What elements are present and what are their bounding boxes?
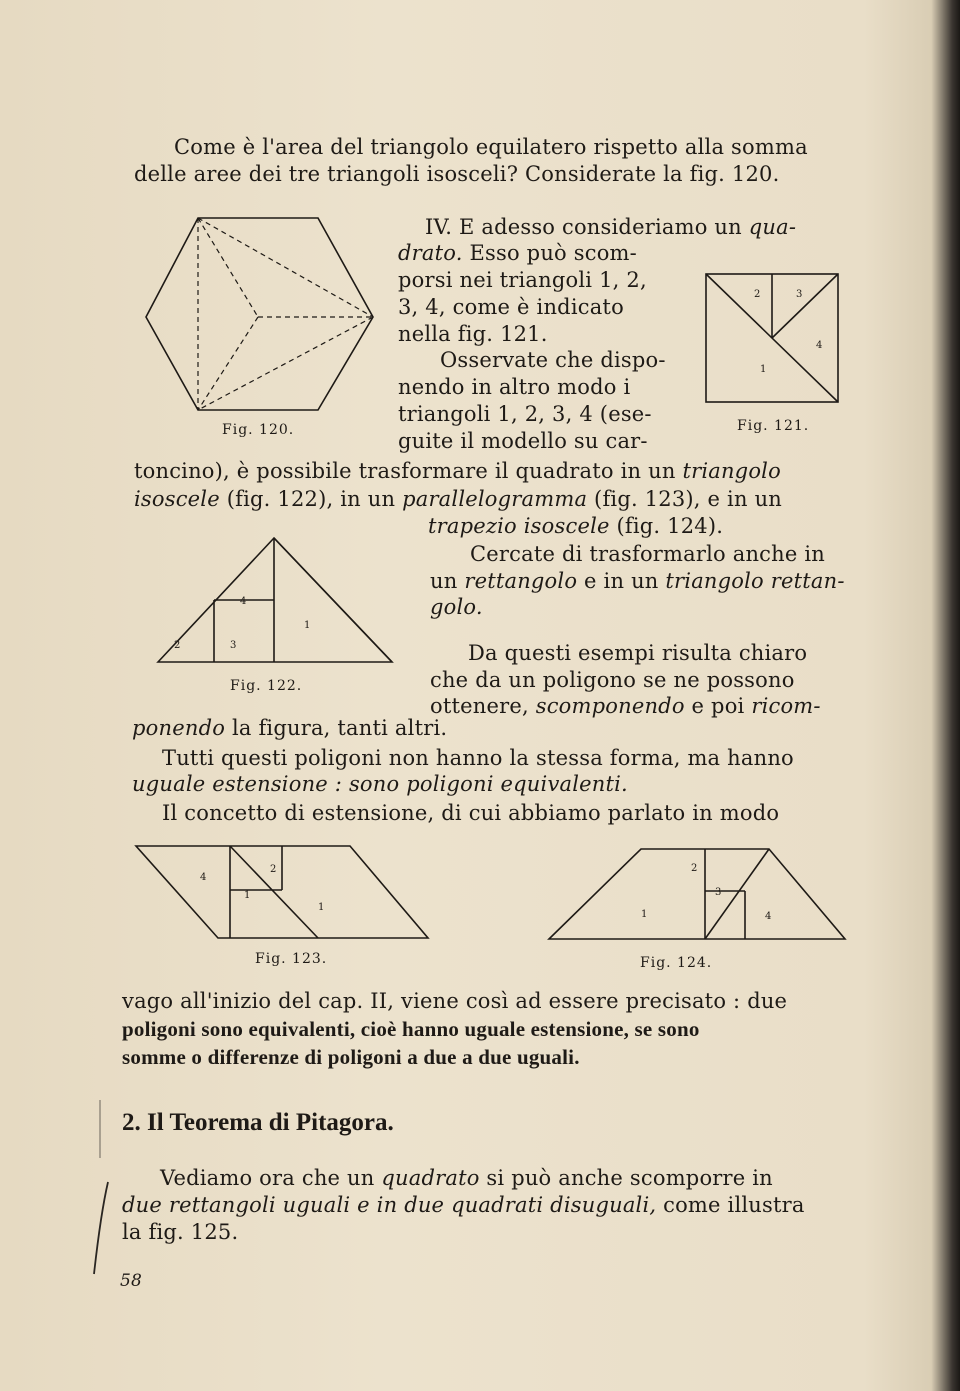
figure-123-parallelogram [132, 838, 432, 942]
text-line: Come è l'area del triangolo equilatero rispetto alla somma [174, 135, 808, 159]
text-line: golo. [430, 595, 483, 619]
text-line: uguale estensione : sono poligoni equivalenti. [132, 772, 628, 796]
figure-120-hexagon [140, 212, 375, 422]
figure-121-caption: Fig. 121. [737, 418, 810, 434]
text-line: IV. E adesso consideriamo un qua- [425, 215, 797, 239]
text-line: isoscele (fig. 122), in un parallelogramma (fig. 123), e in un [134, 487, 783, 511]
text-line: nendo in altro modo i [398, 375, 631, 399]
label-2: 2 [174, 640, 181, 651]
figure-124-trapezoid [547, 843, 847, 943]
text-line: ponendo la figura, tanti altri. [132, 716, 448, 740]
label-4: 4 [816, 340, 823, 351]
figure-123-caption: Fig. 123. [255, 951, 328, 967]
label-1: 1 [304, 620, 311, 631]
label-1: 1 [641, 909, 648, 920]
pencil-mark-decoration [86, 1098, 126, 1278]
text-line: trapezio isoscele (fig. 124). [428, 514, 724, 538]
figure-120-caption: Fig. 120. [222, 422, 295, 438]
label-3: 3 [796, 289, 803, 300]
label-3: 3 [230, 640, 237, 651]
figure-122-triangle [156, 534, 396, 666]
figure-122-caption: Fig. 122. [230, 678, 303, 694]
figure-121-square [704, 272, 840, 406]
text-line: delle aree dei tre triangoli isosceli? Considerate la fig. 120. [134, 162, 780, 186]
text-line: Vediamo ora che un quadrato si può anche scomporre in [160, 1166, 773, 1190]
text-line: nella fig. 121. [398, 322, 548, 346]
section-heading: 2. Il Teorema di Pitagora. [122, 1109, 394, 1136]
text-line: poligoni sono equivalenti, cioè hanno uguale estensione, se sono [122, 1017, 700, 1041]
text-line: triangoli 1, 2, 3, 4 (ese- [398, 402, 652, 426]
label-2: 2 [270, 864, 277, 875]
label-2: 2 [691, 863, 698, 874]
text-line: la fig. 125. [122, 1220, 239, 1244]
label-2: 2 [754, 289, 761, 300]
label-4: 4 [240, 596, 247, 607]
text-line: somme o differenze di poligoni a due a due uguali. [122, 1045, 580, 1069]
text-line: Cercate di trasformarlo anche in [470, 542, 826, 566]
text-line: due rettangoli uguali e in due quadrati disuguali, come illustra [122, 1193, 805, 1217]
text-line: Tutti questi poligoni non hanno la stessa forma, ma hanno [162, 746, 794, 770]
text-line: toncino), è possibile trasformare il quadrato in un triangolo [134, 459, 781, 483]
text-line: che da un poligono se ne possono [430, 668, 795, 692]
text-line: Osservate che dispo- [440, 348, 666, 372]
label-4: 4 [765, 911, 772, 922]
label-1: 1 [318, 902, 325, 913]
figure-124-caption: Fig. 124. [640, 955, 713, 971]
text-line: vago all'inizio del cap. II, viene così ad essere precisato : due [122, 989, 788, 1013]
text-line: drato. Esso può scom- [398, 241, 637, 265]
text-line: 3, 4, come è indicato [398, 295, 624, 319]
label-3: 3 [715, 887, 722, 898]
text-line: un rettangolo e in un triangolo rettan- [430, 569, 845, 593]
text-line: porsi nei triangoli 1, 2, [398, 268, 647, 292]
page-number: 58 [120, 1271, 143, 1291]
label-4: 4 [200, 872, 207, 883]
text-line: guite il modello su car- [398, 429, 648, 453]
text-line: Il concetto di estensione, di cui abbiamo parlato in modo [162, 801, 780, 825]
label-1: 1 [244, 890, 251, 901]
text-line: ottenere, scomponendo e poi ricom- [430, 694, 821, 718]
text-line: Da questi esempi risulta chiaro [468, 641, 808, 665]
label-1: 1 [760, 364, 767, 375]
